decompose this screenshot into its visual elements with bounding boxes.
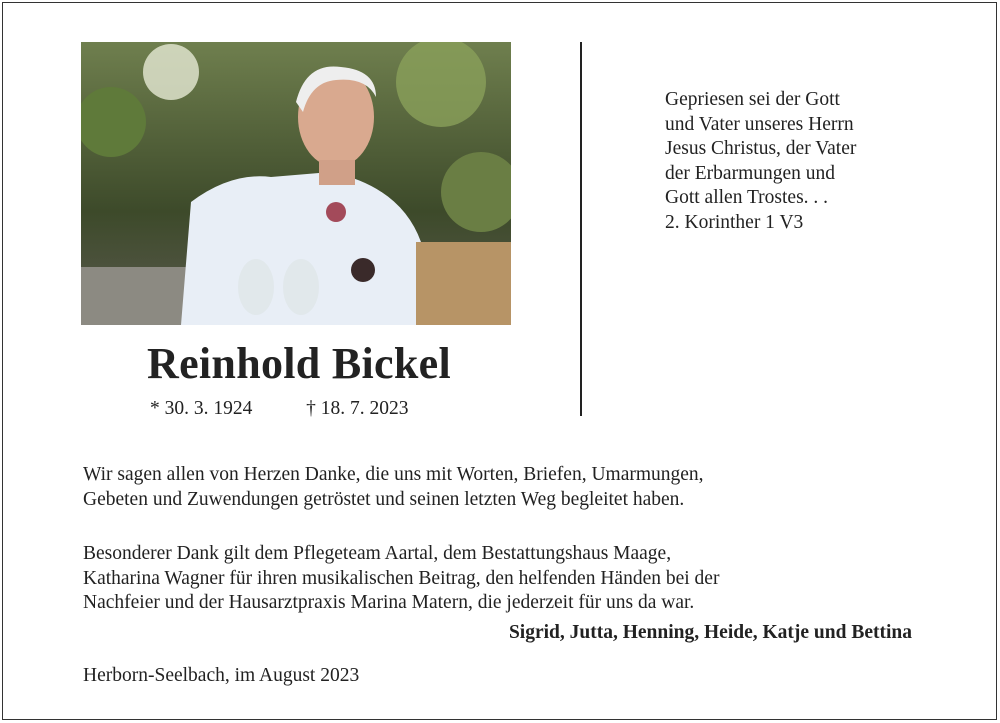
deceased-name: Reinhold Bickel bbox=[147, 339, 451, 388]
quote-line: der Erbarmungen und bbox=[665, 162, 836, 184]
life-dates bbox=[150, 398, 409, 420]
bible-quote bbox=[665, 88, 856, 235]
text-line: Gebeten und Zuwendungen getröstet und seinen letzten Weg begleitet haben. bbox=[83, 488, 685, 510]
quote-reference: 2. Korinther 1 V3 bbox=[665, 211, 804, 233]
quote-line: Gott allen Trostes. . . bbox=[665, 187, 829, 208]
family-signature: Sigrid, Jutta, Henning, Heide, Katje und Bettina bbox=[508, 622, 912, 643]
death-date: † 18. 7. 2023 bbox=[306, 398, 409, 419]
quote-line: Gepriesen sei der Gott bbox=[665, 89, 840, 110]
text-line: Besonderer Dank gilt dem Pflegeteam Aartal, dem Bestattungshaus Maage, bbox=[83, 543, 672, 564]
thanks-text bbox=[83, 453, 719, 626]
quote-line: Jesus Christus, der Vater bbox=[665, 138, 857, 159]
birth-date: * 30. 3. 1924 bbox=[150, 398, 253, 419]
text-line: Nachfeier und der Hausarztpraxis Marina Matern, die jederzeit für uns da war. bbox=[83, 592, 695, 613]
quote-line: und Vater unseres Herrn bbox=[665, 113, 854, 135]
portrait-photo bbox=[81, 42, 511, 325]
text-line: Wir sagen allen von Herzen Danke, die uns mit Worten, Briefen, Umarmungen, bbox=[83, 464, 704, 485]
text-line: Katharina Wagner für ihren musikalischen Beitrag, den helfenden Händen bei der bbox=[83, 567, 720, 589]
divider-line bbox=[580, 42, 582, 416]
place-and-date: Herborn-Seelbach, im August 2023 bbox=[83, 665, 360, 686]
